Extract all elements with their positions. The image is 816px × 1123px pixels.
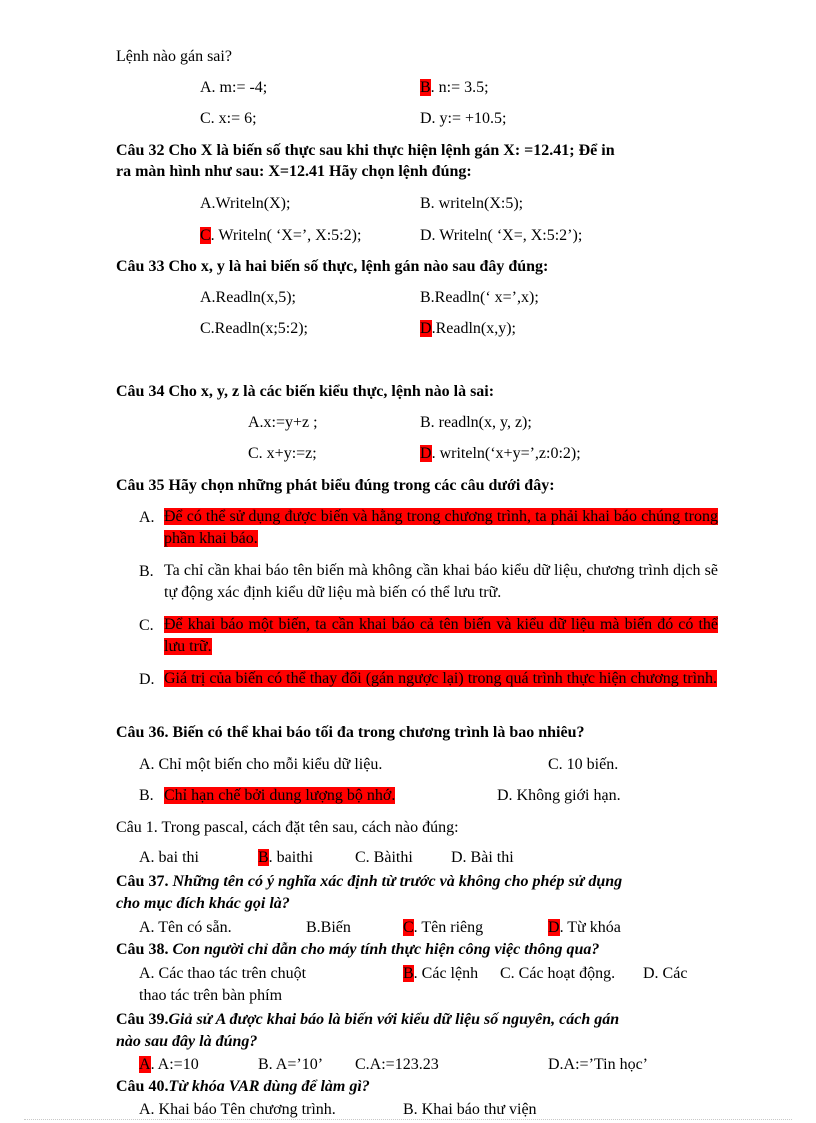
q40-option-a: A. Khai báo Tên chương trình. bbox=[139, 1101, 336, 1118]
q1-option-b: B. baithi bbox=[258, 849, 314, 866]
q39-option-b: B. A=’10’ bbox=[258, 1056, 324, 1073]
q38-option-b: B. Các lệnh bbox=[403, 965, 479, 982]
answer-highlight: B bbox=[420, 79, 431, 96]
q35-option-b-text: Ta chỉ cần khai báo tên biến mà không cần khai báo kiểu dữ liệu, chương trình dịch sẽ tự động xác định kiểu dữ liệu mà biến có thể lưu trữ. bbox=[164, 562, 718, 601]
q39-title-line1: Câu 39.Giả sử A được khai báo là biến với kiểu dữ liệu số nguyên, cách gán bbox=[116, 1011, 620, 1028]
q40-title: Câu 40.Từ khóa VAR dùng để làm gì? bbox=[116, 1078, 370, 1095]
q33-option-b: B.Readln(‘ x=’,x); bbox=[420, 289, 539, 306]
q32-title-line1: Câu 32 Cho X là biến số thực sau khi thực hiện lệnh gán X: =12.41; Để in bbox=[116, 142, 615, 159]
q32-option-d: D. Writeln( ‘X=, X:5:2’); bbox=[420, 227, 583, 244]
q36-option-b bbox=[164, 786, 395, 806]
q35-option-d-label: D. bbox=[139, 671, 155, 688]
q36-option-b-label: B. bbox=[139, 787, 154, 804]
q37-option-c: C. Tên riêng bbox=[403, 919, 484, 936]
q35-title: Câu 35 Hãy chọn những phát biểu đúng trong các câu dưới đây: bbox=[116, 477, 555, 494]
q36-option-c: C. 10 biến. bbox=[548, 756, 619, 773]
answer-highlight: D bbox=[420, 445, 432, 462]
q38-title: Câu 38. Con người chỉ dẫn cho máy tính thực hiện công việc thông qua? bbox=[116, 941, 600, 958]
q1-title: Câu 1. Trong pascal, cách đặt tên sau, cách nào đúng: bbox=[116, 819, 459, 836]
q35-option-a-label: A. bbox=[139, 509, 155, 526]
answer-highlight: C bbox=[403, 919, 414, 936]
q1-option-c: C. Bàithi bbox=[355, 849, 413, 866]
q37-title-line1: Câu 37. Những tên có ý nghĩa xác định từ trước và không cho phép sử dụng bbox=[116, 873, 623, 890]
answer-highlight: A bbox=[139, 1056, 151, 1073]
q38-option-a: A. Các thao tác trên chuột bbox=[139, 965, 307, 982]
q1-option-d: D. Bài thi bbox=[451, 849, 514, 866]
q34-option-d: D. writeln(‘x+y=’,z:0:2); bbox=[420, 445, 581, 462]
q35-option-c-text bbox=[164, 614, 718, 658]
q34-option-b: B. readln(x, y, z); bbox=[420, 414, 532, 431]
answer-highlight: Để có thể sử dụng được biến và hằng trong chương trình, ta phải khai báo chúng trong phần khai báo. bbox=[164, 508, 718, 547]
q32-option-a: A.Writeln(X); bbox=[200, 195, 291, 212]
q36-option-d: D. Không giới hạn. bbox=[497, 787, 621, 804]
q38-option-d-line1: D. Các bbox=[643, 965, 688, 982]
q35-option-a-text bbox=[164, 506, 718, 550]
q32-title-line2: ra màn hình như sau: X=12.41 Hãy chọn lệnh đúng: bbox=[116, 163, 472, 180]
q40-option-b: B. Khai báo thư viện bbox=[403, 1101, 537, 1118]
q39-option-c: C.A:=123.23 bbox=[355, 1056, 439, 1073]
q35-option-c-label: C. bbox=[139, 617, 154, 634]
q1-option-a: A. bai thi bbox=[139, 849, 199, 866]
answer-highlight: B bbox=[403, 965, 414, 982]
q34-title: Câu 34 Cho x, y, z là các biến kiểu thực, lệnh nào là sai: bbox=[116, 383, 495, 400]
q35-option-d-text bbox=[164, 668, 718, 690]
q33-option-c: C.Readln(x;5:2); bbox=[200, 320, 308, 337]
q32-option-b: B. writeln(X:5); bbox=[420, 195, 524, 212]
answer-highlight: Giá trị của biến có thể thay đổi (gán ngược lại) trong quá trình thực hiện chương trình. bbox=[164, 670, 718, 687]
q39-option-d: D.A:=’Tin học’ bbox=[548, 1056, 648, 1073]
q31-stem: Lệnh nào gán sai? bbox=[116, 48, 232, 65]
q31-option-a: A. m:= -4; bbox=[200, 79, 268, 96]
answer-highlight: D bbox=[548, 919, 560, 936]
answer-highlight: Chỉ hạn chế bởi dung lượng bộ nhớ. bbox=[164, 787, 396, 804]
answer-highlight: C bbox=[200, 227, 211, 244]
q37-option-a: A. Tên có sẵn. bbox=[139, 919, 232, 936]
q33-title: Câu 33 Cho x, y là hai biến số thực, lệnh gán nào sau đây đúng: bbox=[116, 258, 549, 275]
answer-highlight: Để khai báo một biến, ta cần khai báo cả tên biến và kiểu dữ liệu mà biến đó có thể lưu trữ. bbox=[164, 616, 718, 655]
answer-highlight: B bbox=[258, 849, 269, 866]
page-bottom-rule bbox=[24, 1119, 792, 1120]
q39-option-a: A. A:=10 bbox=[139, 1056, 199, 1073]
q38-option-d-line2: thao tác trên bàn phím bbox=[139, 987, 283, 1004]
q33-option-d: D.Readln(x,y); bbox=[420, 320, 516, 337]
q39-title-line2: nào sau đây là đúng? bbox=[116, 1033, 258, 1050]
q37-title-line2: cho mục đích khác gọi là? bbox=[116, 895, 290, 912]
q38-option-c: C. Các hoạt động. bbox=[500, 965, 616, 982]
q31-option-c: C. x:= 6; bbox=[200, 110, 257, 127]
answer-highlight: D bbox=[420, 320, 432, 337]
q34-option-a: A.x:=y+z ; bbox=[248, 414, 318, 431]
q36-title: Câu 36. Biến có thể khai báo tối đa trong chương trình là bao nhiêu? bbox=[116, 724, 585, 741]
q33-option-a: A.Readln(x,5); bbox=[200, 289, 296, 306]
q34-option-c: C. x+y:=z; bbox=[248, 445, 317, 462]
q37-option-d: D. Từ khóa bbox=[548, 919, 621, 936]
q32-option-c: C. Writeln( ‘X=’, X:5:2); bbox=[200, 227, 362, 244]
q35-option-b-label: B. bbox=[139, 563, 154, 580]
q31-option-d: D. y:= +10.5; bbox=[420, 110, 507, 127]
q37-option-b: B.Biến bbox=[306, 919, 351, 936]
q36-option-a: A. Chỉ một biến cho mỗi kiểu dữ liệu. bbox=[139, 756, 383, 773]
q31-option-b: B. n:= 3.5; bbox=[420, 79, 489, 96]
